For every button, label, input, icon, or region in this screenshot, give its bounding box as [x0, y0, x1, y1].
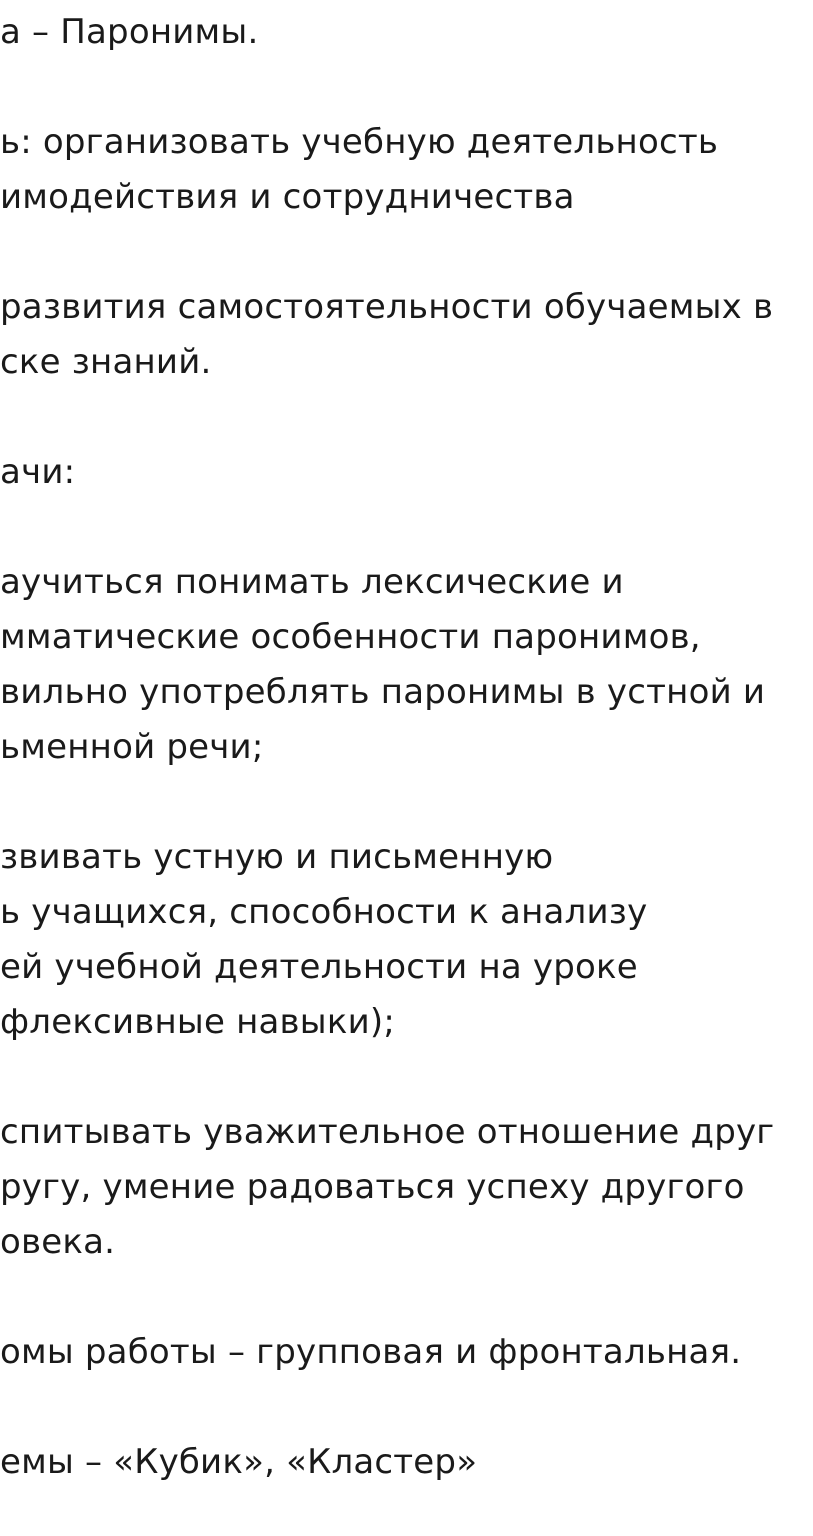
task-2-line-2: ь учащихся, способности к анализу: [0, 892, 648, 932]
goal-line-3: развития самостоятельности обучаемых в: [0, 287, 774, 327]
task-3-line-1: спитывать уважительное отношение друг: [0, 1112, 775, 1152]
goal-line-4: ске знаний.: [0, 342, 212, 382]
goal-line-2: имодействия и сотрудничества: [0, 177, 575, 217]
work-forms-line: омы работы – групповая и фронтальная.: [0, 1332, 742, 1372]
task-3-line-2: ругу, умение радоваться успеху другого: [0, 1167, 745, 1207]
task-3-line-3: овека.: [0, 1222, 116, 1262]
task-1-line-3: вильно употреблять паронимы в устной и: [0, 672, 766, 712]
task-1-line-1: аучиться понимать лексические и: [0, 562, 624, 602]
task-2-line-4: флексивные навыки);: [0, 1002, 395, 1042]
task-2-line-1: звивать устную и письменную: [0, 837, 554, 877]
task-1-line-2: мматические особенности паронимов,: [0, 617, 701, 657]
task-1-line-4: ьменной речи;: [0, 727, 264, 767]
goal-line-1: ь: организовать учебную деятельность: [0, 122, 719, 162]
topic-line: а – Паронимы.: [0, 12, 259, 52]
tasks-heading: ачи:: [0, 452, 76, 492]
task-2-line-3: ей учебной деятельности на уроке: [0, 947, 638, 987]
techniques-line: емы – «Кубик», «Кластер»: [0, 1442, 478, 1482]
